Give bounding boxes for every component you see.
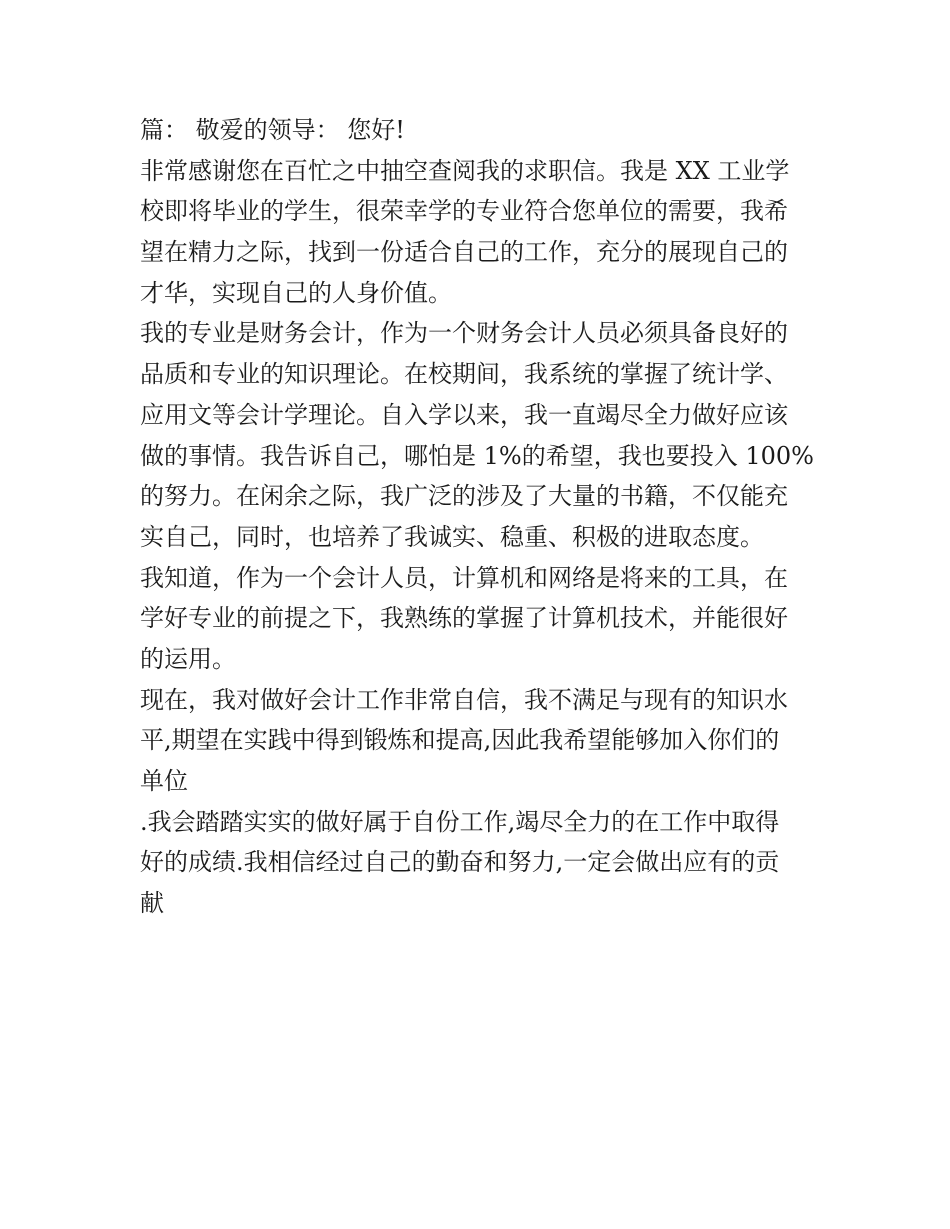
text-line: 单位 [140,767,188,795]
text-line: 的努力。在闲余之际，我广泛的涉及了大量的书籍，不仅能充 [140,482,788,511]
text-line: 的运用。 [140,644,236,673]
letter-body [140,110,820,924]
text-line: 学好专业的前提之下，我熟练的掌握了计算机技术，并能很好 [140,604,788,633]
text-line: 才华，实现自己的人身价值。 [140,278,452,307]
text-line: 好的成绩.我相信经过自己的勤奋和努力,一定会做出应有的贡 [140,848,780,877]
text-line: 非常感谢您在百忙之中抽空查阅我的求职信。我是 XX 工业学 [140,156,790,185]
text-line: 实自己，同时，也培养了我诚实、稳重、积极的进取态度。 [140,522,764,551]
text-line: 我知道，作为一个会计人员，计算机和网络是将来的工具，在 [140,563,788,592]
text-line: 献 [140,889,164,918]
letter-heading: 篇： 敬爱的领导： 您好! [140,116,405,144]
text-line: 应用文等会计学理论。自入学以来，我一直竭尽全力做好应该 [140,400,788,429]
text-line: 做的事情。我告诉自己，哪怕是 1%的希望，我也要投入 100% [140,441,814,470]
text-line: 校即将毕业的学生，很荣幸学的专业符合您单位的需要，我希 [140,197,788,226]
text-line: .我会踏踏实实的做好属于自份工作,竭尽全力的在工作中取得 [140,807,780,836]
text-line: 望在精力之际，找到一份适合自己的工作，充分的展现自己的 [140,238,788,267]
text-line: 我的专业是财务会计，作为一个财务会计人员必须具备良好的 [140,319,788,348]
text-line: 平,期望在实践中得到锻炼和提高,因此我希望能够加入你们的 [140,726,780,755]
text-line: 现在，我对做好会计工作非常自信，我不满足与现有的知识水 [140,685,788,714]
text-line: 品质和专业的知识理论。在校期间，我系统的掌握了统计学、 [140,360,788,389]
